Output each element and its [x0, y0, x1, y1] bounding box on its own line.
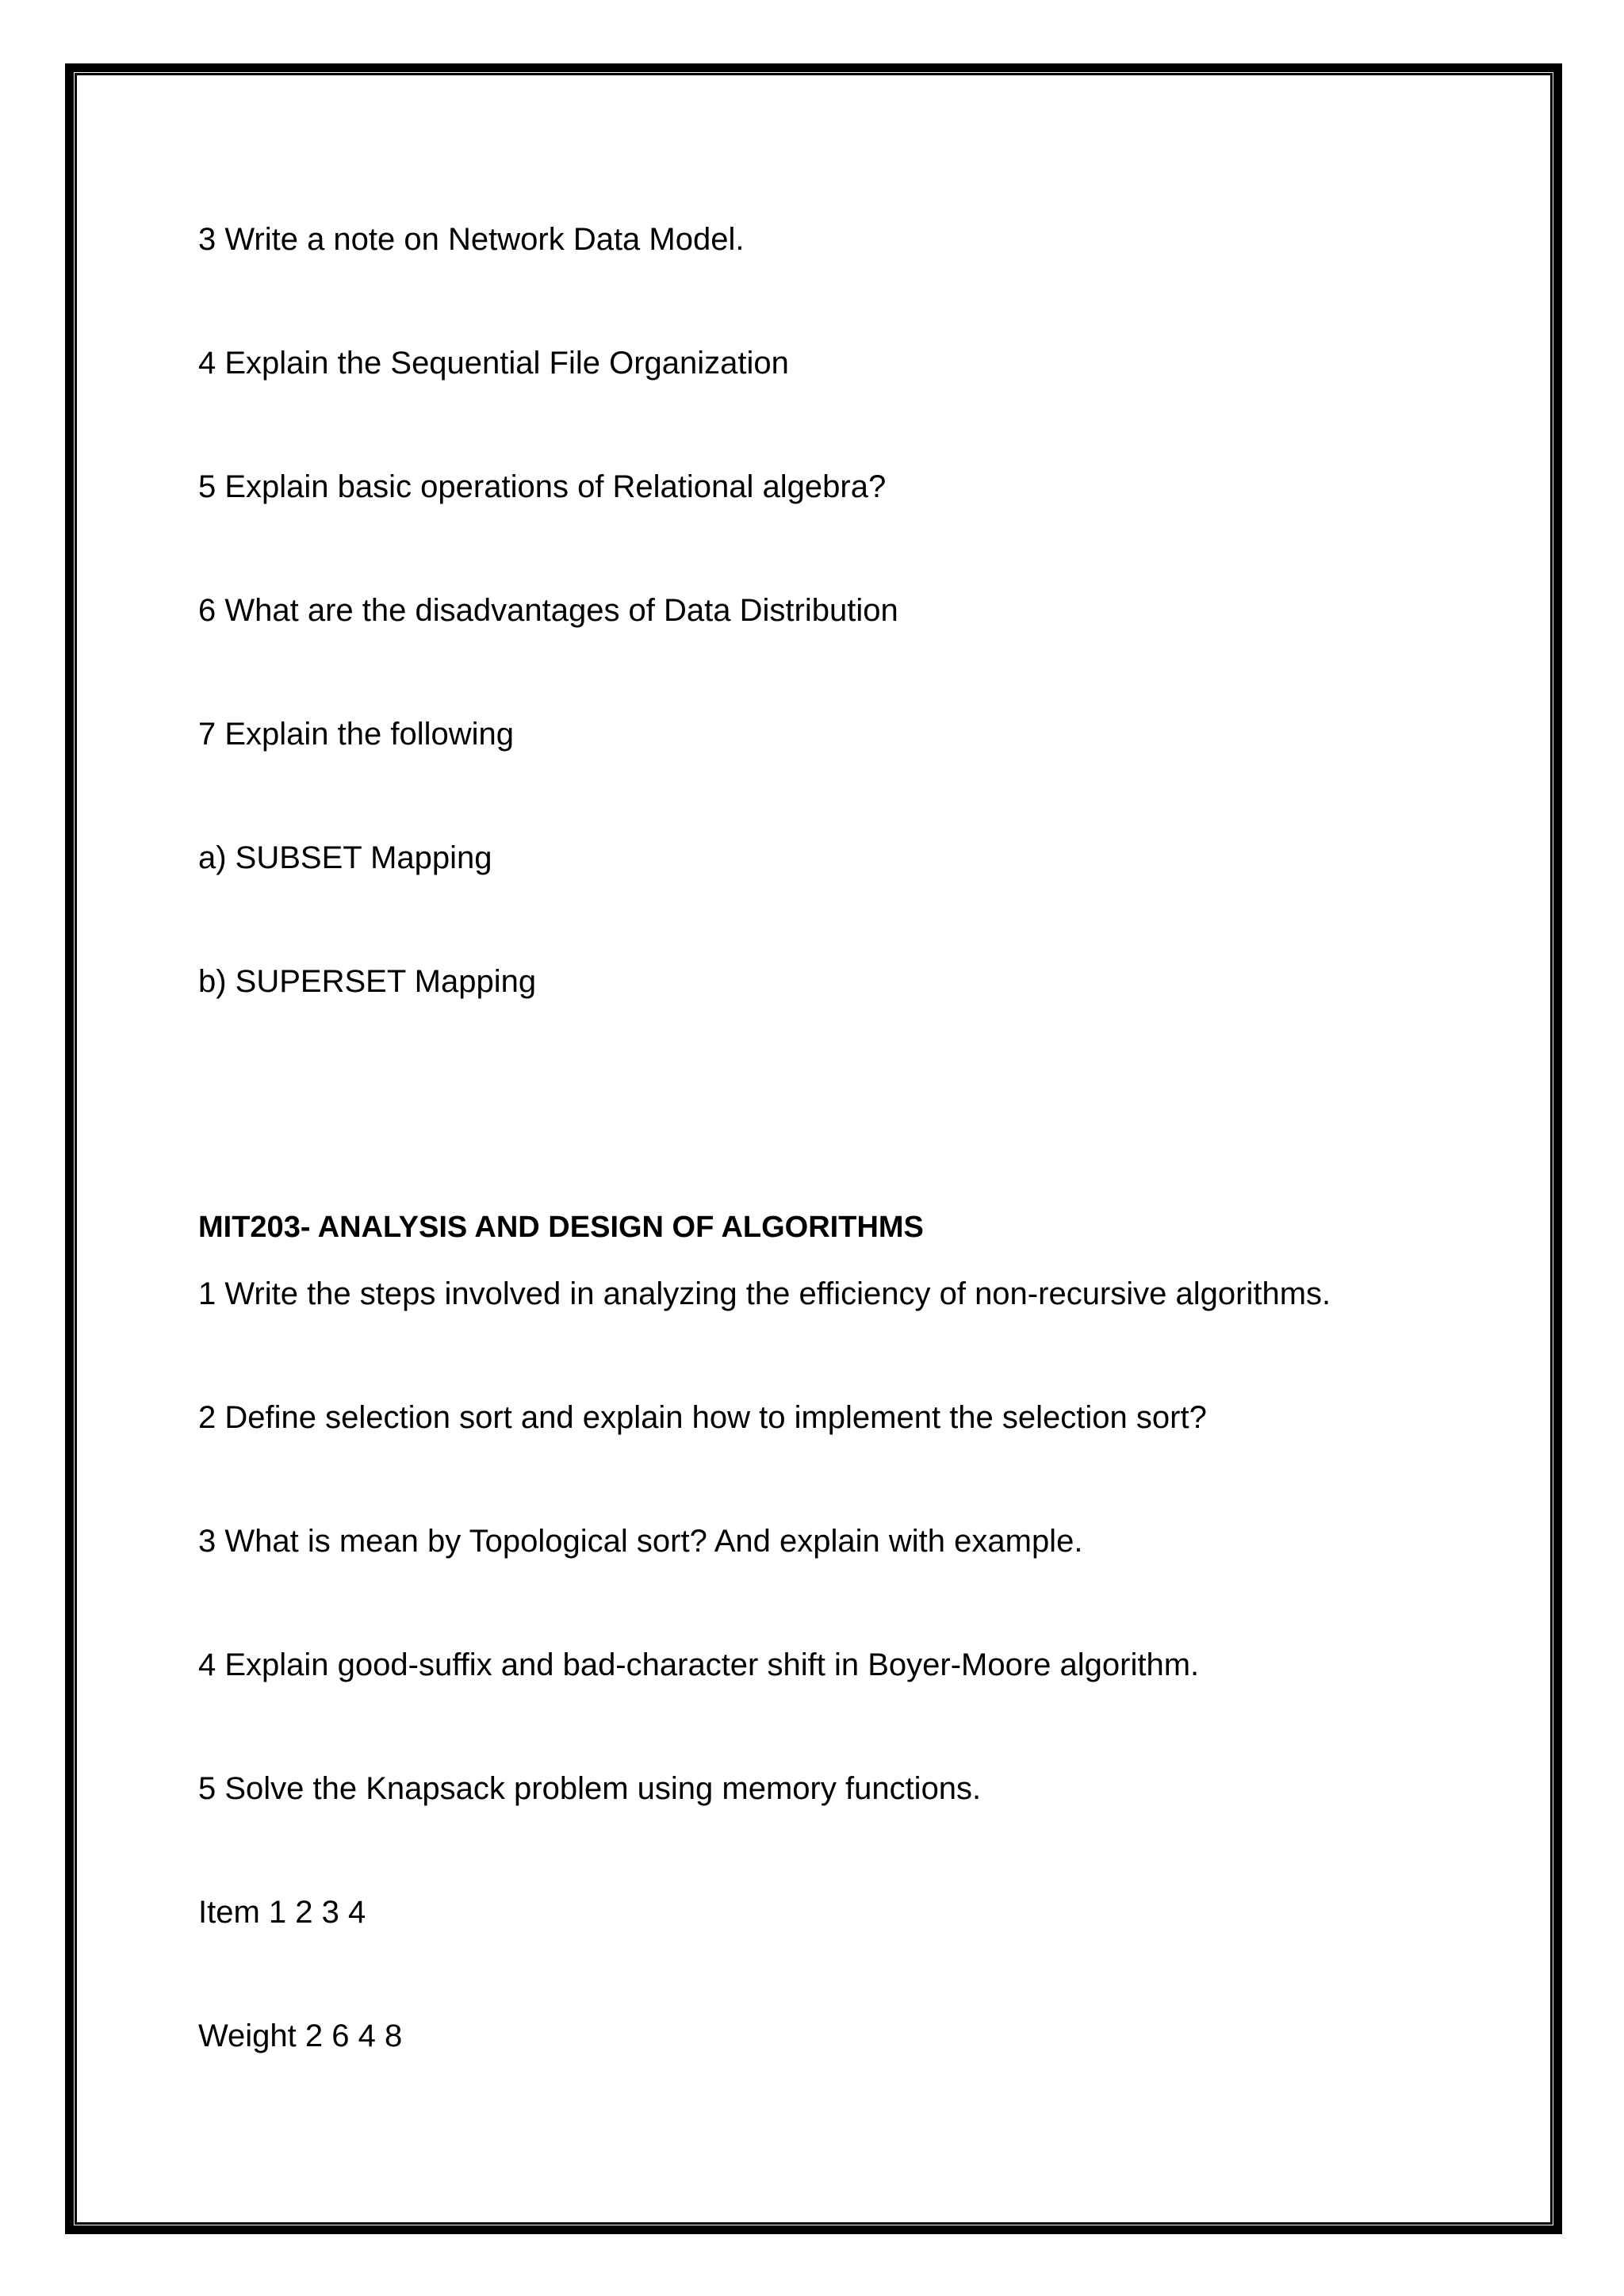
knapsack-item-row: Item 1 2 3 4: [198, 1895, 366, 1930]
question-text: 3 What is mean by Topological sort? And explain with example.: [198, 1524, 1083, 1559]
knapsack-weight-row: Weight 2 6 4 8: [198, 2019, 403, 2053]
question-subitem: b) SUPERSET Mapping: [198, 964, 537, 999]
question-text: 7 Explain the following: [198, 717, 515, 752]
question-subitem: a) SUBSET Mapping: [198, 840, 492, 875]
question-text: 5 Explain basic operations of Relational algebra?: [198, 469, 887, 504]
question-text: 6 What are the disadvantages of Data Distribution: [198, 593, 898, 628]
question-text: 1 Write the steps involved in analyzing the efficiency of non-recursive algorithms.: [198, 1276, 1331, 1311]
question-text: 3 Write a note on Network Data Model.: [198, 222, 745, 257]
section-heading: MIT203- ANALYSIS AND DESIGN OF ALGORITHMS: [198, 1211, 924, 1244]
question-text: 4 Explain good-suffix and bad-character shift in Boyer-Moore algorithm.: [198, 1647, 1200, 1682]
question-text: 4 Explain the Sequential File Organization: [198, 346, 789, 381]
question-text: 2 Define selection sort and explain how to implement the selection sort?: [198, 1400, 1207, 1435]
question-text: 5 Solve the Knapsack problem using memory functions.: [198, 1771, 982, 1806]
